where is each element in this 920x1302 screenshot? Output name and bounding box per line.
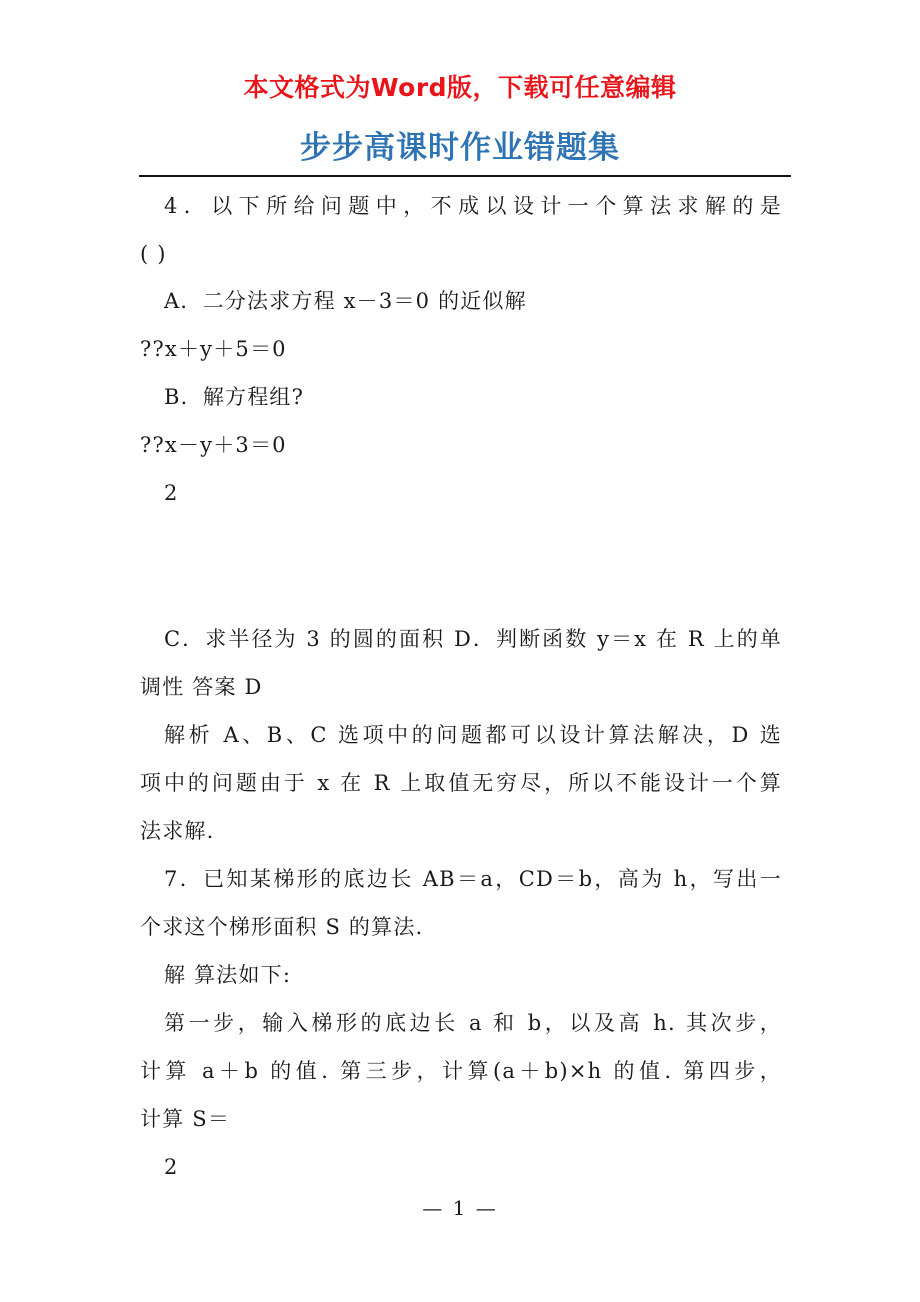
question-4-blank: ( ): [140, 242, 167, 266]
option-a: A．二分法求方程 x－3＝0 的近似解: [164, 289, 527, 313]
stray-number-2: 2: [164, 1155, 179, 1179]
solution-step-3: 计算 S＝: [140, 1107, 231, 1131]
question-4-stem: 4．以下所给问题中，不成以设计一个算法求解的是: [164, 194, 782, 218]
question-7-stem: 7．已知某梯形的底边长 AB＝a，CD＝b，高为 h，写出一: [164, 867, 782, 891]
analysis-line-2: 项中的问题由于 x 在 R 上取值无穷尽，所以不能设计一个算: [140, 771, 782, 795]
option-b: B．解方程组?: [164, 385, 305, 409]
analysis-line-3: 法求解.: [140, 819, 215, 843]
solution-intro: 解 算法如下:: [164, 963, 292, 987]
stray-number: 2: [164, 481, 179, 505]
page-header-title: 步步高课时作业错题集: [300, 130, 620, 166]
header-rule: [139, 175, 791, 177]
solution-step-2: 计算 a＋b 的值. 第三步，计算(a＋b)×h 的值. 第四步，: [140, 1059, 782, 1083]
page-number: — 1 —: [422, 1196, 498, 1220]
analysis-line-1: 解析 A、B、C 选项中的问题都可以设计算法解决，D 选: [164, 723, 782, 747]
answer-line: 调性 答案 D: [140, 675, 263, 699]
format-banner: 本文格式为Word版，下载可任意编辑: [243, 73, 677, 102]
equation-line-2: ??x－y＋3＝0: [140, 433, 287, 457]
options-c-d: C．求半径为 3 的圆的面积 D．判断函数 y＝x 在 R 上的单: [164, 627, 783, 651]
solution-step-1: 第一步，输入梯形的底边长 a 和 b，以及高 h. 其次步，: [164, 1011, 782, 1035]
equation-line-1: ??x＋y＋5＝0: [140, 337, 287, 361]
question-7-stem-cont: 个求这个梯形面积 S 的算法.: [140, 915, 424, 939]
